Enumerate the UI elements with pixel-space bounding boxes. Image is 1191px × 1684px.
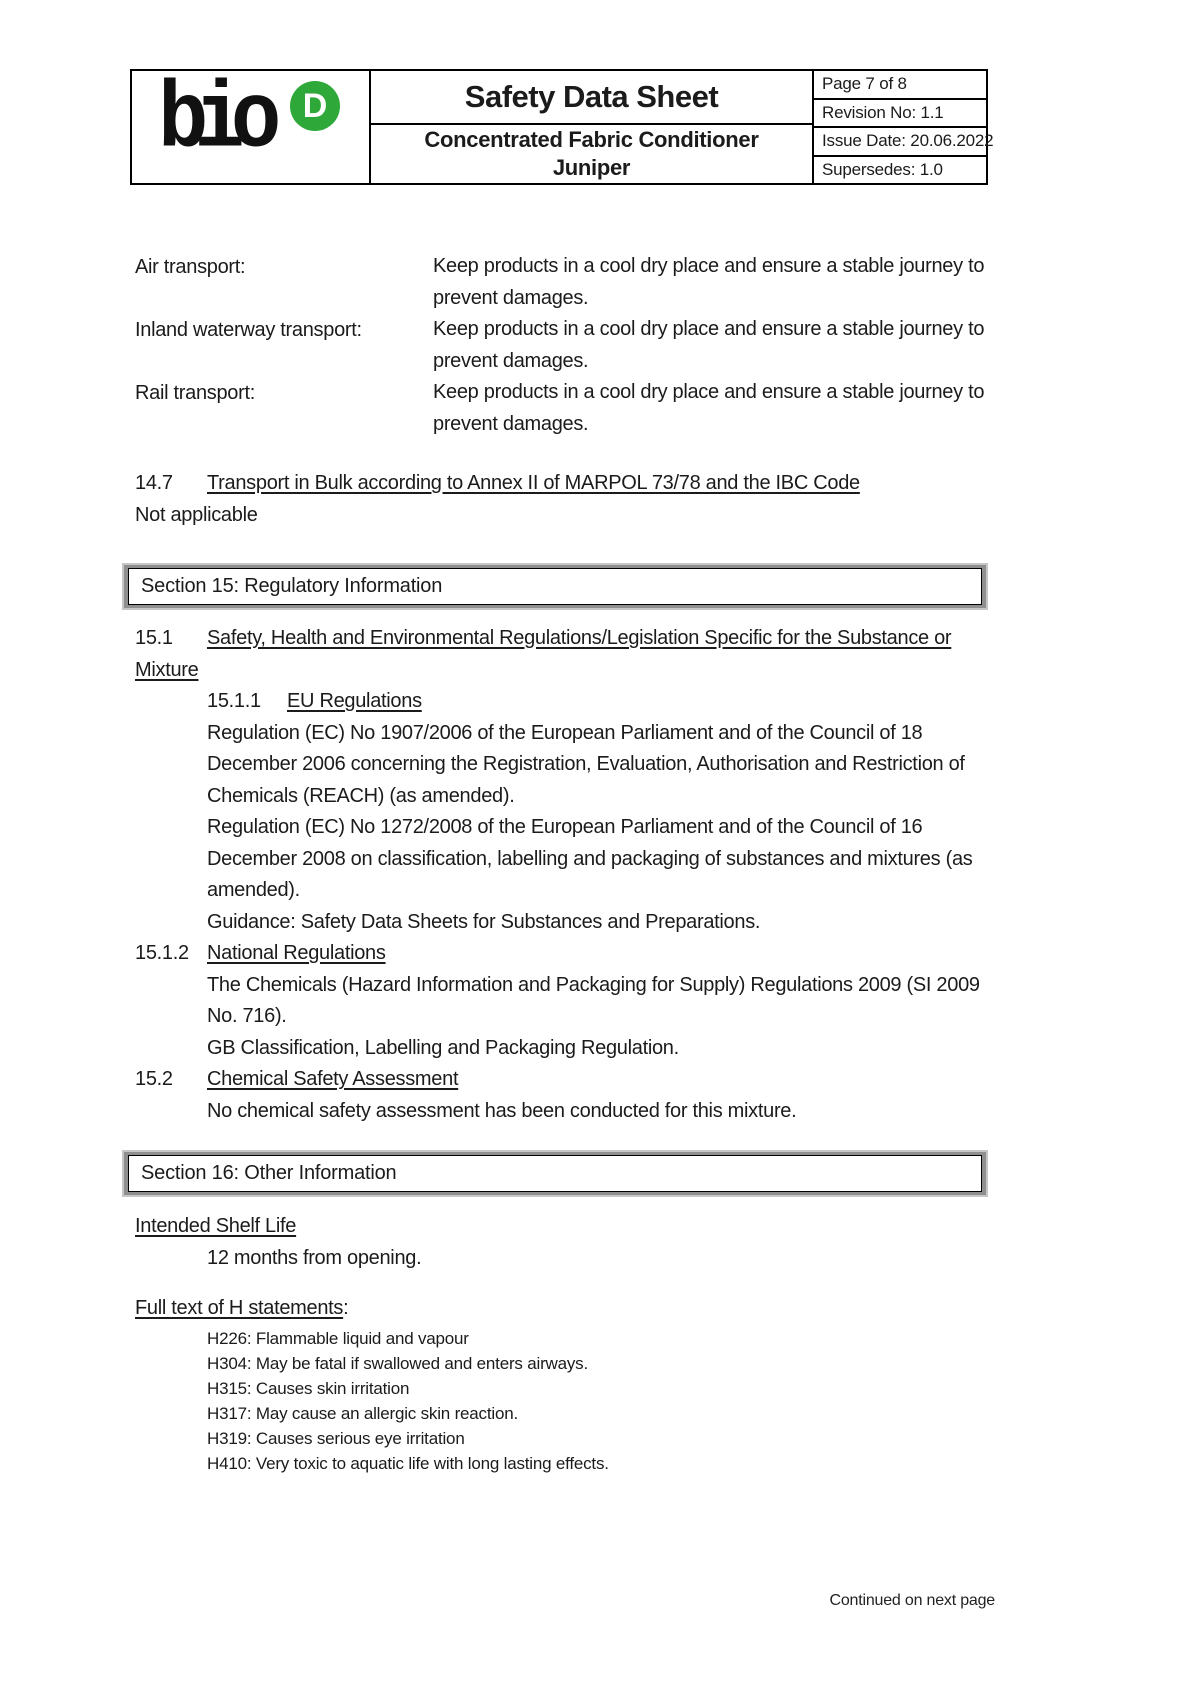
h-statements-heading-block <box>135 1293 1055 1325</box>
shelf-life-body: 12 months from opening. <box>207 1246 422 1269</box>
clause-heading: EU Regulations <box>287 690 422 712</box>
header-title-cell <box>371 71 814 183</box>
header-meta-cell <box>814 71 994 183</box>
transport-row-rail <box>135 377 1055 440</box>
transport-value-line: prevent damages. <box>433 412 589 435</box>
paragraph-line: December 2006 concerning the Registration, Evaluation, Authorisation and Restriction of <box>207 753 965 775</box>
section-15-banner <box>122 563 988 610</box>
h-statement: H226: Flammable liquid and vapour <box>207 1329 469 1348</box>
clause-15-1-2-heading-line <box>135 938 1095 970</box>
paragraph-line: Guidance: Safety Data Sheets for Substances and Preparations. <box>207 910 761 933</box>
paragraph-line: The Chemicals (Hazard Information and Packaging for Supply) Regulations 2009 (SI 2009 <box>207 973 980 996</box>
paragraph-line: No. 716). <box>207 1005 287 1027</box>
shelf-life-heading: Intended Shelf Life <box>135 1215 297 1237</box>
paragraph-line: Chemicals (REACH) (as amended). <box>207 784 515 807</box>
shelf-life-block <box>135 1211 1055 1274</box>
transport-value-line: Keep products in a cool dry place and ensure a stable journey to <box>433 255 985 277</box>
clause-heading: Mixture <box>135 658 199 681</box>
h-statement: H315: Causes skin irritation <box>207 1379 410 1398</box>
clause-heading: Chemical Safety Assessment <box>207 1068 459 1090</box>
paragraph-line: Regulation (EC) No 1907/2006 of the European Parliament and of the Council of 18 <box>207 721 923 744</box>
clause-15-1-line1 <box>135 623 1095 655</box>
page-number: Page 7 of 8 <box>814 71 986 100</box>
transport-value-line: prevent damages. <box>433 286 589 309</box>
transport-value <box>433 314 1055 377</box>
h-statement: H319: Causes serious eye irritation <box>207 1429 465 1448</box>
section-14-7-body: Not applicable <box>135 503 258 526</box>
transport-label: Air transport: <box>135 256 246 278</box>
paragraph-line: GB Classification, Labelling and Packaging Regulation. <box>207 1036 679 1059</box>
revision-number: Revision No: 1.1 <box>814 100 986 129</box>
section-15-banner-label: Section 15: Regulatory Information <box>128 568 982 605</box>
clause-heading: Transport in Bulk according to Annex II of MARPOL 73/78 and the IBC Code <box>207 472 860 494</box>
issue-date: Issue Date: 20.06.2022 <box>814 128 986 157</box>
product-name-line1: Concentrated Fabric Conditioner <box>424 127 759 152</box>
clause-heading: Safety, Health and Environmental Regulations/Legislation Specific for the Substance or <box>207 627 952 649</box>
section-14-7-heading-line <box>135 468 1055 500</box>
h-statement: H317: May cause an allergic skin reaction. <box>207 1404 518 1423</box>
clause-number: 15.1 <box>135 627 173 649</box>
transport-label: Rail transport: <box>135 382 255 404</box>
paragraph-line: December 2008 on classification, labelling and packaging of substances and mixtures (as <box>207 847 973 870</box>
transport-value-line: Keep products in a cool dry place and ensure a stable journey to <box>433 318 985 340</box>
shelf-life-heading-line <box>135 1211 1055 1243</box>
transport-value <box>433 251 1055 314</box>
h-statement: H304: May be fatal if swallowed and enters airways. <box>207 1354 588 1373</box>
clause-number: 14.7 <box>135 472 173 494</box>
paragraph-line: No chemical safety assessment has been conducted for this mixture. <box>207 1099 797 1122</box>
section-14-7 <box>135 468 1055 531</box>
h-statements-list <box>207 1326 1067 1476</box>
logo-word: bio <box>158 68 268 175</box>
paragraph-line: Regulation (EC) No 1272/2008 of the European Parliament and of the Council of 16 <box>207 816 923 838</box>
product-name-line2: Juniper <box>552 155 631 180</box>
clause-15-1-1-heading-line <box>135 686 1095 718</box>
h-statements-heading-colon: : <box>343 1297 349 1319</box>
transport-row-air <box>135 251 1055 314</box>
clause-number: 15.1.1 <box>207 690 261 712</box>
bio-d-logo <box>132 68 371 183</box>
clause-15-1-line2 <box>135 655 1095 687</box>
transport-value <box>433 377 1055 440</box>
h-statements-heading: Full text of H statements <box>135 1297 344 1319</box>
section-16-banner-label: Section 16: Other Information <box>128 1155 982 1192</box>
clause-number: 15.1.2 <box>135 942 189 964</box>
transport-value-line: Keep products in a cool dry place and ensure a stable journey to <box>433 381 985 403</box>
transport-label: Inland waterway transport: <box>135 319 362 341</box>
product-name <box>371 125 812 183</box>
section-16-banner <box>122 1150 988 1197</box>
clause-number: 15.2 <box>135 1068 173 1090</box>
document-title: Safety Data Sheet <box>371 71 812 125</box>
section-15-body <box>135 623 1095 1127</box>
transport-row-inland-waterway <box>135 314 1055 377</box>
transport-info-block <box>135 251 1055 440</box>
logo-d-badge: D <box>290 81 340 131</box>
continued-note: Continued on next page <box>829 1592 995 1609</box>
clause-15-2-heading-line <box>135 1064 1095 1096</box>
h-statement: H410: Very toxic to aquatic life with long lasting effects. <box>207 1454 609 1473</box>
supersedes: Supersedes: 1.0 <box>822 159 943 179</box>
header-table <box>130 68 994 185</box>
clause-heading: National Regulations <box>207 942 386 964</box>
h-statements-heading-line <box>135 1293 1055 1325</box>
paragraph-line: amended). <box>207 879 300 901</box>
transport-value-line: prevent damages. <box>433 349 589 372</box>
